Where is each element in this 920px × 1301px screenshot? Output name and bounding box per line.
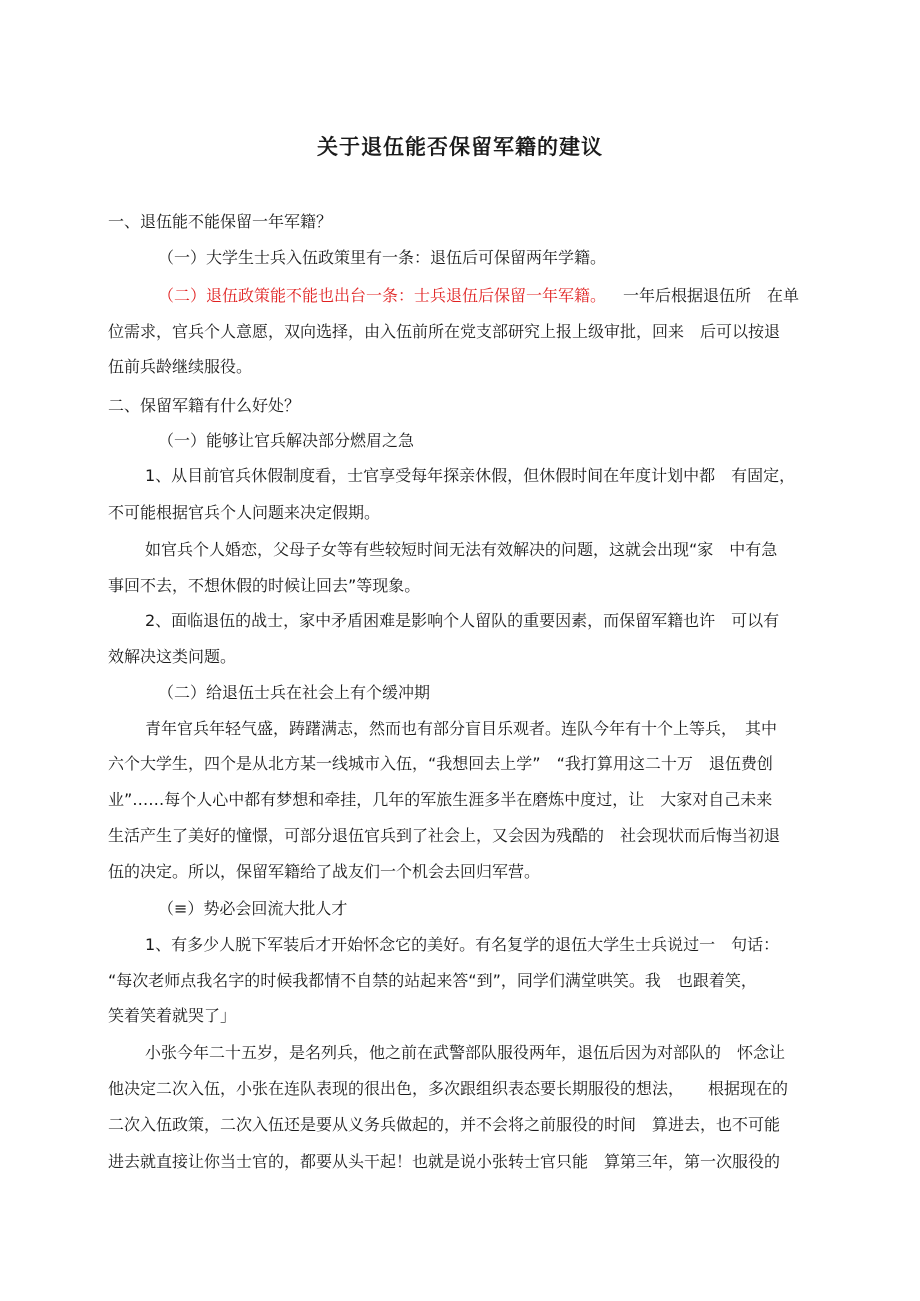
paragraph-line: 如官兵个人婚恋，父母子女等有些较短时间无法有效解决的问题，这就会出现“家 中有急 [145,540,778,559]
paragraph-line: 六个大学生，四个是从北方某一线城市入伍，“我想回去上学” “我打算用这二十万 退伍费创 [108,754,773,773]
paragraph-line: 青年官兵年轻气盛，踌躇满志，然而也有部分盲目乐观者。连队今年有十个上等兵， 其中 [145,719,778,738]
paragraph-line: 业”……每个人心中都有梦想和牵挂，几年的军旅生涯多半在磨炼中度过，让 大家对自己未来 [108,790,773,809]
paragraph-line: 位需求，官兵个人意愿，双向选择，由入伍前所在党支部研究上报上级审批，回来 后可以按退 [108,322,781,341]
paragraph-line: （一）大学生士兵入伍政策里有一条：退伍后可保留两年学籍。 [158,248,607,267]
subheading: （≡）势必会回流大批人才 [158,899,348,918]
paragraph-line: 一年后根据退伍所 在单 [623,286,800,305]
paragraph-line: 不可能根据官兵个人问题来决定假期。 [108,503,381,522]
highlight-proposal: （二）退伍政策能不能也出台一条：士兵退伍后保留一年军籍。 [158,286,607,305]
subheading: （一）能够让官兵解决部分燃眉之急 [158,431,415,450]
document-title: 关于退伍能否保留军籍的建议 [317,135,603,159]
paragraph-line: 效解决这类问题。 [108,647,237,666]
paragraph-line: 伍前兵龄继续服役。 [108,357,253,376]
paragraph-line: 小张今年二十五岁，是名列兵，他之前在武警部队服役两年，退伍后因为对部队的 怀念让 [145,1043,786,1062]
paragraph-line: 1、从目前官兵休假制度看，士官享受每年探亲休假，但休假时间在年度计划中都 有固定， [145,466,796,485]
paragraph-line: 二次入伍政策，二次入伍还是要从义务兵做起的，并不会将之前服役的时间 算进去，也不可能 [108,1115,781,1134]
paragraph-line: 伍的决定。所以，保留军籍给了战友们一个机会去回归军营。 [108,862,541,881]
quote-line: 笑着笑着就哭了」 [108,1006,237,1025]
paragraph-line: 2、面临退伍的战士，家中矛盾困难是影响个人留队的重要因素，而保留军籍也许 可以有 [145,611,780,630]
subheading: （二）给退伍士兵在社会上有个缓冲期 [158,683,431,702]
paragraph-line: 事回不去，不想休假的时候让回去”等现象。 [108,576,421,595]
paragraph-line: 进去就直接让你当士官的，都要从头干起！也就是说小张转士官只能 算第三年，第一次服役的 [108,1152,781,1171]
heading-1: 一、退伍能不能保留一年军籍？ [108,212,333,231]
paragraph-line: 他决定二次入伍，小张在连队表现的很出色，多次跟组织表态要长期服役的想法， 根据现在的 [108,1079,789,1098]
paragraph-line: 生活产生了美好的憧憬，可部分退伍官兵到了社会上，又会因为残酷的 社会现状而后悔当初退 [108,826,781,845]
quote-line: “每次老师点我名字的时候我都情不自禁的站起来答“到”，同学们满堂哄笑。我 也跟着笑， [108,971,757,990]
paragraph-line: 1、有多少人脱下军装后才开始怀念它的美好。有名复学的退伍大学生士兵说过一 句话： [145,935,780,954]
heading-2: 二、保留军籍有什么好处？ [108,396,301,415]
